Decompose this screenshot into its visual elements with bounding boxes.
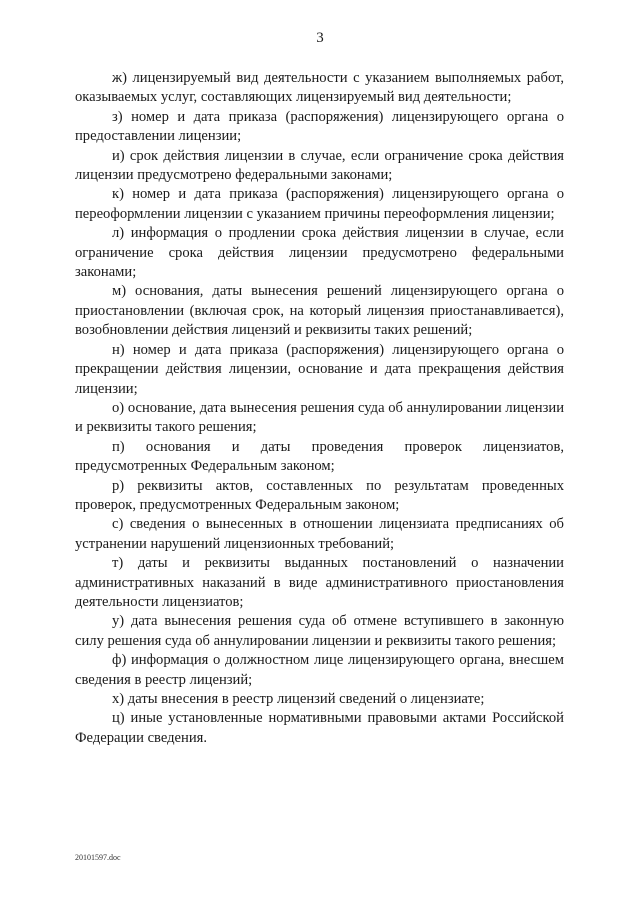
paragraph-k: к) номер и дата приказа (распоряжения) лицензирующего органа о переоформлении лицензии с указанием причины переоформления лицензии;	[75, 186, 564, 222]
paragraph-s: с) сведения о вынесенных в отношении лицензиата предписаниях об устранении нарушений лицензионных требований;	[75, 516, 564, 552]
paragraph-n: н) номер и дата приказа (распоряжения) лицензирующего органа о прекращении действия лицензии, основание и дата прекращения действия лицензии;	[75, 341, 564, 397]
paragraph-m: м) основания, даты вынесения решений лицензирующего органа о приостановлении (включая срок, на который лицензия приостанавливается), возобновлении действия лицензий и реквизиты таких решений;	[75, 283, 564, 339]
paragraph-r: р) реквизиты актов, составленных по результатам проведенных проверок, предусмотренных Федеральным законом;	[75, 477, 564, 513]
paragraph-f: ф) информация о должностном лице лицензирующего органа, внесшем сведения в реестр лицензий;	[75, 652, 564, 688]
paragraph-zh: ж) лицензируемый вид деятельности с указанием выполняемых работ, оказываемых услуг, составляющих лицензируемый вид деятельности;	[75, 70, 564, 106]
paragraph-u: у) дата вынесения решения суда об отмене вступившего в законную силу решения суда об аннулировании лицензии и реквизиты такого решения;	[75, 613, 564, 649]
paragraph-o: о) основание, дата вынесения решения суда об аннулировании лицензии и реквизиты такого решения;	[75, 399, 564, 436]
document-body	[75, 69, 564, 748]
paragraph-p: п) основания и даты проведения проверок лицензиатов, предусмотренных Федеральным законом;	[75, 438, 564, 475]
paragraph-t: т) даты и реквизиты выданных постановлений о назначении административных наказаний в виде административного приостановления деятельности лицензиатов;	[75, 555, 564, 610]
page-number: 3	[316, 30, 324, 46]
file-name-footer: 20101597.doc	[75, 853, 121, 862]
paragraph-l: л) информация о продлении срока действия лицензии в случае, если ограничение срока действия лицензии предусмотрено федеральными законами;	[75, 225, 564, 281]
paragraph-i: и) срок действия лицензии в случае, если ограничение срока действия лицензии предусмотрено федеральными законами;	[75, 147, 564, 184]
paragraph-z: з) номер и дата приказа (распоряжения) лицензирующего органа о предоставлении лицензии;	[75, 108, 564, 145]
paragraph-ts: ц) иные установленные нормативными правовыми актами Российской Федерации сведения.	[75, 710, 564, 746]
paragraph-kh: х) даты внесения в реестр лицензий сведений о лицензиате;	[112, 691, 485, 707]
